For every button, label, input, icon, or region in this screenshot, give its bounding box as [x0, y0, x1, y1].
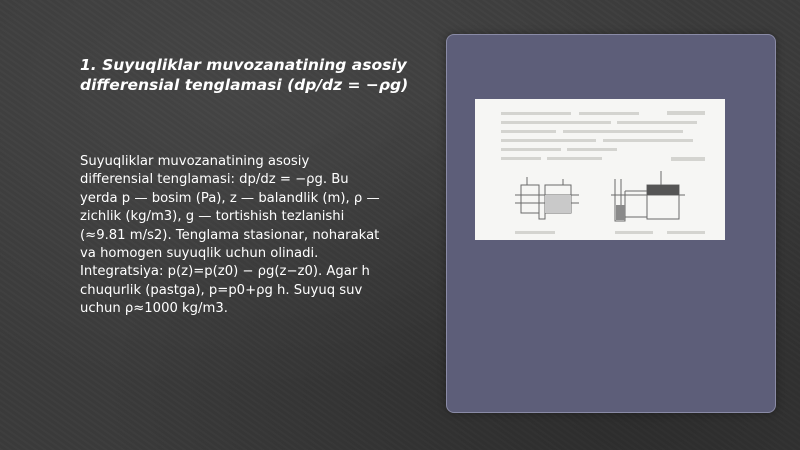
body-line: (≈9.81 m/s2). Tenglama stasionar, noharakat: [80, 227, 380, 243]
body-line: differensial tenglamasi: dp/dz = −ρg. Bu: [80, 172, 349, 188]
title-line: differensial tenglamasi (dp/dz = −ρg): [80, 76, 409, 94]
body-line: Integratsiya: p(z)=p(z0) − ρg(z−z0). Agar h: [80, 264, 370, 280]
manometer-diagram: [475, 99, 725, 240]
body-line: Suyuqliklar muvozanatining asosiy: [80, 154, 310, 169]
slide-body-text: [80, 153, 425, 319]
slide-title: [80, 55, 430, 95]
manometer-figure-image: [475, 99, 725, 240]
body-line: va homogen suyuqlik uchun olinadi.: [80, 246, 319, 262]
body-line: uchun ρ≈1000 kg/m3.: [80, 301, 228, 317]
title-line: 1. Suyuqliklar muvozanatining asosiy: [80, 56, 407, 74]
body-line: chuqurlik (pastga), p=p0+ρg h. Suyuq suv: [80, 282, 363, 298]
body-line: zichlik (kg/m3), g — tortishish tezlanishi: [80, 209, 345, 225]
body-line: yerda p — bosim (Pa), z — balandlik (m), ρ —: [80, 190, 380, 206]
